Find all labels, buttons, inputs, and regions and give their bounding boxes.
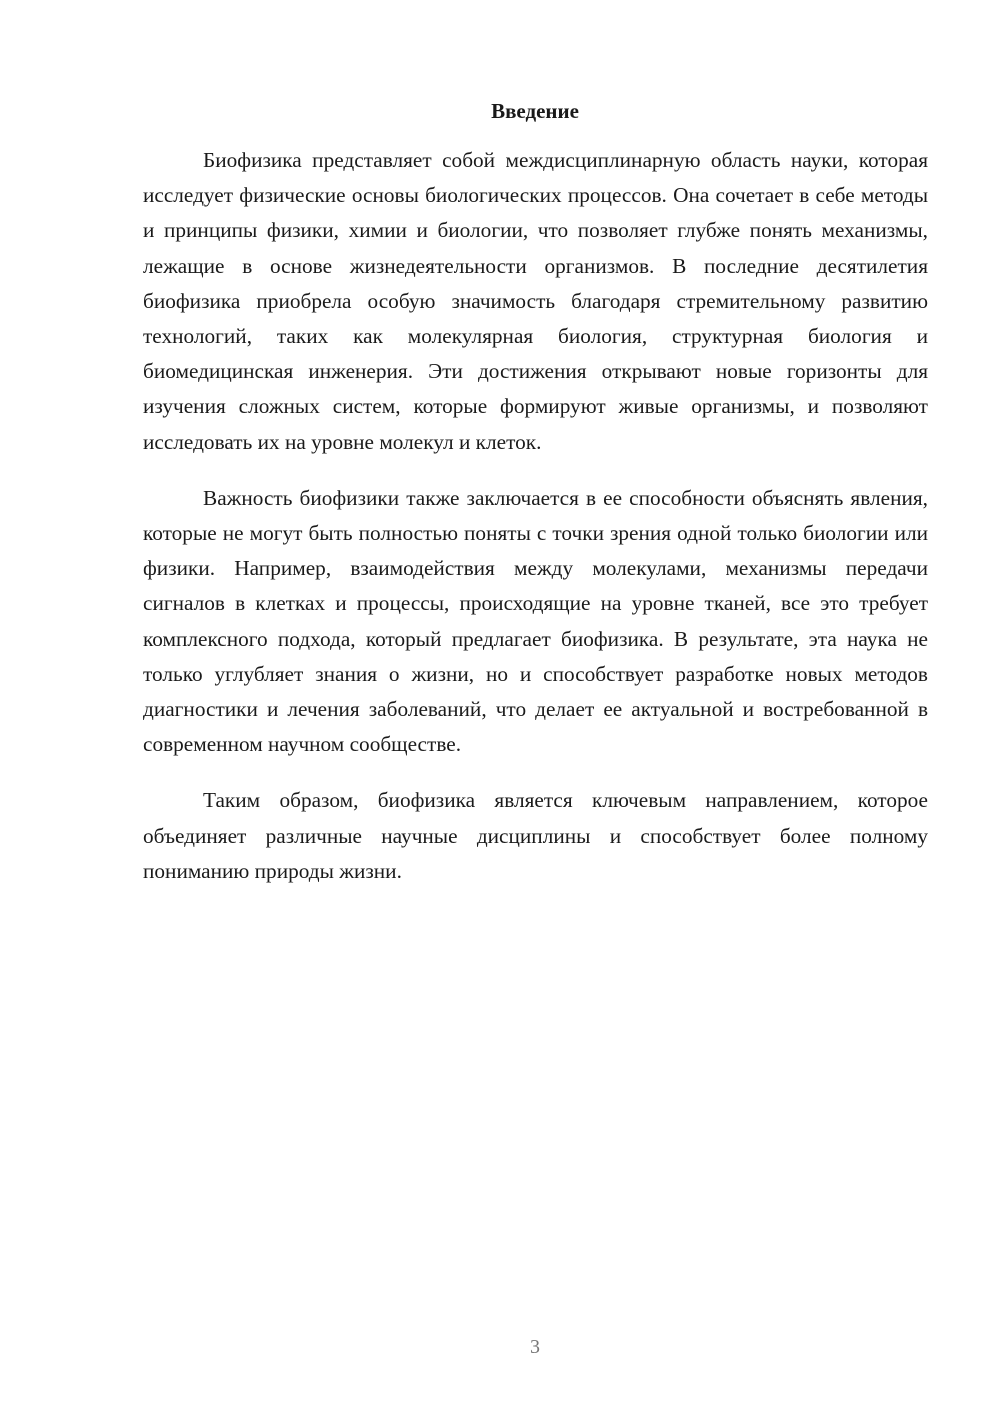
page-number: 3	[530, 1336, 540, 1358]
body-text	[143, 143, 928, 910]
section-title: Введение	[491, 99, 579, 123]
paragraph-2: Важность биофизики также заключается в ее способности объяснять явления, которые не могут быть полностью поняты с точки зрения одной только биологии или физики. Например, взаимодействия между молекулами, механизмы передачи сигналов в клетках и процессы, происходящие на уровне тканей, все это требует комплексного подхода, который предлагает биофизика. В результате, эта наука не только углубляет знания о жизни, но и способствует разработке новых методов диагностики и лечения заболеваний, что делает ее актуальной и востребованной в современном научном сообществе.	[143, 485, 928, 757]
paragraph-1: Биофизика представляет собой междисциплинарную область науки, которая исследует физические основы биологических процессов. Она сочетает в себе методы и принципы физики, химии и биологии, что позволяет глубже понять механизмы, лежащие в основе жизнедеятельности организмов. В последние десятилетия биофизика приобрела особую значимость благодаря стремительному развитию технологий, таких как молекулярная биология, структурная биология и биомедицинская инженерия. Эти достижения открывают новые горизонты для изучения сложных систем, которые формируют живые организмы, и позволяют исследовать их на уровне молекул и клеток.	[143, 148, 928, 454]
paragraph-3: Таким образом, биофизика является ключевым направлением, которое объединяет различные научные дисциплины и способствует более полному пониманию природы жизни.	[143, 788, 928, 883]
